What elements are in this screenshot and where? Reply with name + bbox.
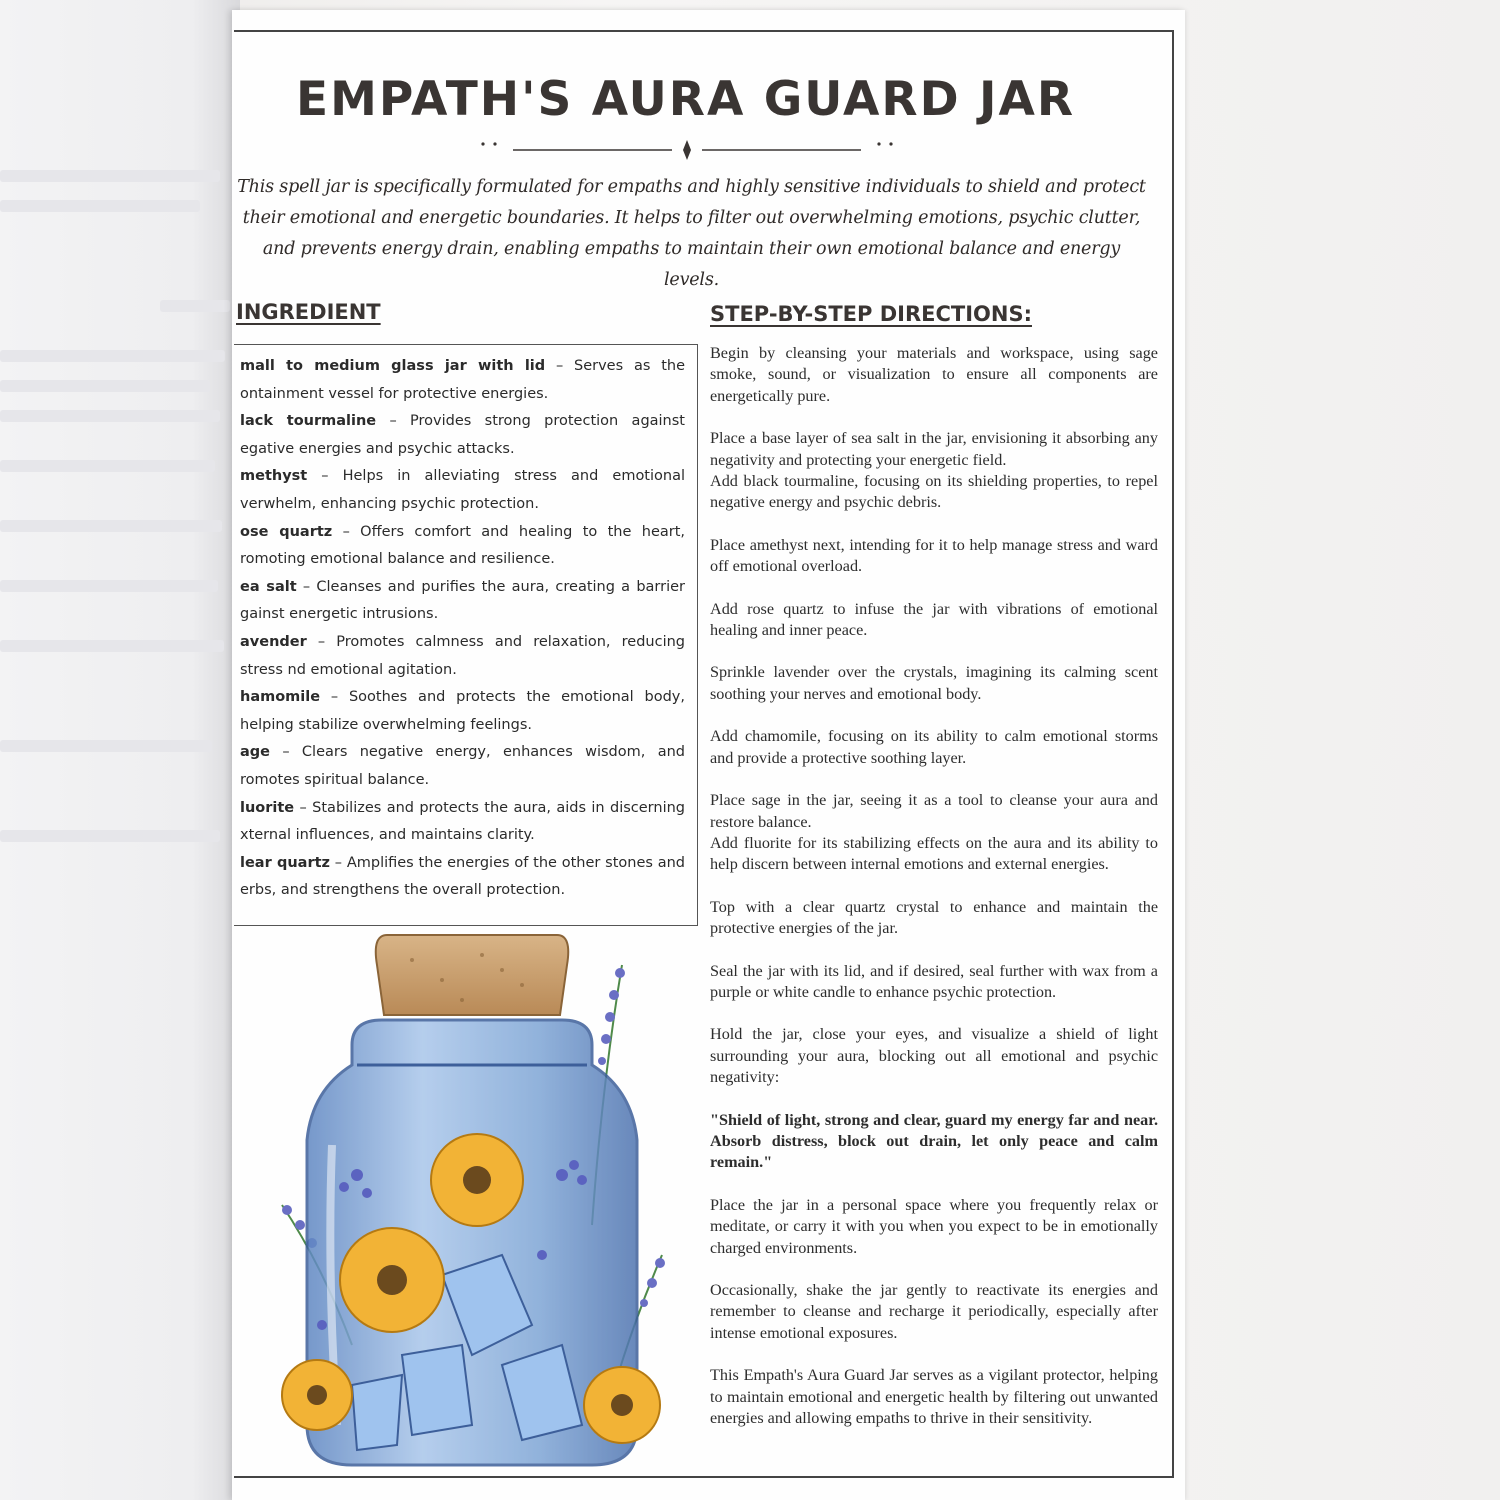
ingredient-item	[240, 850, 685, 905]
intro-paragraph: This spell jar is specifically formulated for empaths and highly sensitive individuals to shield and protect their emotional and energetic boundaries. It helps to filter out overwhelming emotions, psychic clutter, and prevents energy drain, enabling empaths to maintain their own emotional balance and energy levels.	[237, 177, 1146, 290]
ingredients-box	[234, 344, 698, 926]
ingredient-name: avender	[240, 633, 307, 650]
ingredient-name: hamomile	[240, 689, 321, 706]
ingredient-name: methyst	[240, 468, 308, 485]
ingredient-description: – Stabilizes and protects the aura, aids in discerning xternal influences, and maintains clarity.	[240, 799, 685, 844]
ingredient-description: – Promotes calmness and relaxation, reducing stress nd emotional agitation.	[240, 633, 685, 678]
ingredient-item	[240, 629, 685, 684]
ingredient-name: mall to medium glass jar with lid	[240, 358, 546, 374]
direction-step: Add chamomile, focusing on its ability to calm emotional storms and provide a protective soothing layer.	[710, 727, 1158, 767]
ingredients-list	[240, 353, 685, 905]
ingredient-description: – Cleanses and purifies the aura, creating a barrier gainst energetic intrusions.	[240, 578, 685, 623]
ingredient-name: lear quartz	[240, 854, 330, 871]
left-page-ghost-text	[0, 380, 210, 392]
directions-list	[710, 343, 1158, 1450]
ingredient-item	[240, 739, 685, 794]
direction-step: Place a base layer of sea salt in the jar, envisioning it absorbing any negativity and protecting your energetic field.	[710, 429, 1158, 469]
ingredient-name: lack tourmaline	[240, 413, 377, 430]
direction-step: This Empath's Aura Guard Jar serves as a vigilant protector, helping to maintain emotional and energetic health by filtering out unwanted energies and allowing empaths to thrive in their sensitivity.	[710, 1366, 1158, 1428]
left-page-ghost-text	[0, 520, 222, 532]
direction-step: Top with a clear quartz crystal to enhance and maintain the protective energies of the jar.	[710, 897, 1158, 938]
left-page-ghost-text	[0, 580, 218, 592]
left-page-ghost-text	[0, 200, 200, 212]
ingredient-name: ea salt	[240, 578, 297, 595]
book-page	[232, 10, 1185, 1500]
left-page-ghost-text	[0, 640, 224, 652]
ingredient-item	[240, 353, 685, 408]
divider-ornament-icon	[477, 140, 897, 160]
left-page-ghost-text	[0, 740, 212, 752]
ingredient-description: – Soothes and protects the emotional body, helping stabilize overwhelming feelings.	[240, 689, 685, 733]
ingredient-description: – Clears negative energy, enhances wisdom, and romotes spiritual balance.	[240, 744, 685, 788]
direction-step: Place sage in the jar, seeing it as a tool to cleanse your aura and restore balance.	[710, 791, 1158, 831]
left-page-edge	[0, 0, 240, 1500]
left-page-ghost-text	[0, 830, 220, 842]
direction-step: Sprinkle lavender over the crystals, imagining its calming scent soothing your nerves and emotional body.	[710, 663, 1158, 703]
direction-step: Hold the jar, close your eyes, and visualize a shield of light surrounding your aura, blocking out all emotional and psychic negativity:	[710, 1025, 1158, 1087]
left-page-ghost-text	[0, 410, 220, 422]
left-page-ghost-text	[160, 300, 230, 312]
ingredient-description: – Amplifies the energies of the other stones and erbs, and strengthens the overall protection.	[240, 854, 685, 899]
ingredient-description: – Helps in alleviating stress and emotional verwhelm, enhancing psychic protection.	[240, 468, 685, 512]
direction-step: Occasionally, shake the jar gently to reactivate its energies and remember to cleanse and recharge it periodically, especially after intense emotional exposures.	[710, 1281, 1158, 1342]
jar-illustration-icon	[262, 925, 692, 1480]
direction-step: Add fluorite for its stabilizing effects on the aura and its ability to help discern between internal emotions and external energies.	[710, 833, 1158, 874]
ingredients-heading: INGREDIENT	[236, 300, 381, 324]
left-page-ghost-text	[0, 350, 225, 362]
ingredient-item	[240, 463, 685, 518]
direction-step: Add rose quartz to infuse the jar with vibrations of emotional healing and inner peace.	[710, 599, 1158, 640]
left-page-ghost-text	[0, 170, 220, 182]
ingredient-description: – Provides strong protection against egative energies and psychic attacks.	[240, 413, 685, 457]
ingredient-name: ose quartz	[240, 523, 333, 540]
ingredient-item	[240, 795, 685, 850]
ingredient-description: – Serves as the ontainment vessel for protective energies.	[240, 358, 685, 402]
chant-text: "Shield of light, strong and clear, guard my energy far and near. Absorb distress, block out drain, let only peace and calm remain."	[710, 1110, 1158, 1172]
page-title: EMPATH'S AURA GUARD JAR	[295, 72, 1076, 127]
direction-step: Begin by cleansing your materials and workspace, using sage smoke, sound, or visualization to ensure all components are energetically pure.	[710, 344, 1158, 405]
ingredient-item	[240, 574, 685, 629]
ingredient-item	[240, 684, 685, 739]
directions-heading: STEP-BY-STEP DIRECTIONS:	[710, 302, 1032, 326]
ingredient-name: luorite	[240, 799, 295, 816]
left-page-ghost-text	[0, 460, 215, 472]
ingredient-description: – Offers comfort and healing to the heart, romoting emotional balance and resilience.	[240, 523, 686, 568]
direction-step: Add black tourmaline, focusing on its shielding properties, to repel negative energy and psychic debris.	[710, 472, 1158, 512]
direction-step: Seal the jar with its lid, and if desired, seal further with wax from a purple or white candle to enhance psychic protection.	[710, 961, 1158, 1001]
ingredient-item	[240, 519, 685, 574]
direction-step: Place amethyst next, intending for it to help manage stress and ward off emotional overload.	[710, 535, 1158, 576]
ingredient-name: age	[240, 744, 270, 761]
ingredient-item	[240, 408, 685, 463]
direction-step: Place the jar in a personal space where you frequently relax or meditate, or carry it with you when you expect to be in emotionally charged environments.	[710, 1195, 1158, 1257]
